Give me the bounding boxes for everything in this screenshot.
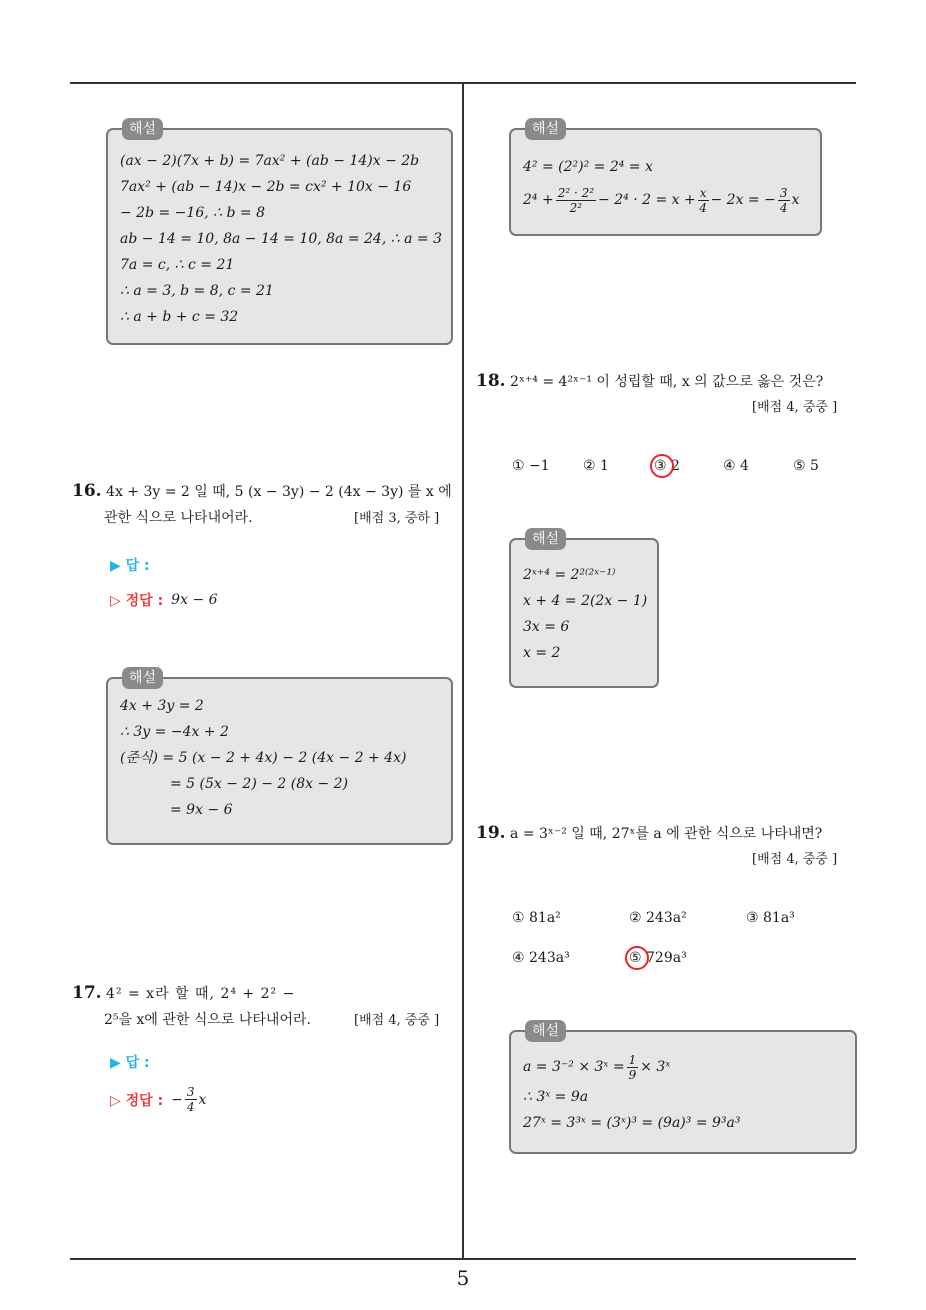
fraction-denominator: 4 bbox=[186, 1100, 195, 1114]
solution-box-19 bbox=[509, 1023, 857, 1154]
solution-line: 7a = c, ∴ c = 21 bbox=[120, 257, 235, 273]
question-18 bbox=[476, 368, 861, 395]
solution-line bbox=[523, 1050, 847, 1084]
selected-circle-mark bbox=[625, 946, 649, 970]
solution-line: = 9x − 6 bbox=[170, 802, 233, 818]
value-sign: − bbox=[171, 1091, 183, 1108]
question-meta: [배점 4, 중중 ] bbox=[752, 400, 838, 415]
question-number: 17. bbox=[72, 983, 102, 1003]
question-number: 19. bbox=[476, 823, 506, 843]
solution-line: ∴ 3y = −4x + 2 bbox=[120, 724, 229, 740]
solution-line: (준식) = 5 (x − 2 + 4x) − 2 (4x − 2 + 4x) bbox=[120, 750, 407, 766]
solution-line: ∴ a + b + c = 32 bbox=[120, 309, 239, 325]
question-17 bbox=[72, 980, 457, 1007]
choice-3[interactable]: ③ 2 bbox=[654, 458, 680, 474]
choice-2[interactable]: ② 243a² bbox=[629, 910, 687, 926]
solution-box-15 bbox=[106, 121, 453, 345]
question-19 bbox=[476, 820, 861, 847]
question-meta: [배점 4, 중중 ] bbox=[752, 852, 838, 867]
correct-answer-row bbox=[110, 590, 218, 610]
fraction-denominator: 4 bbox=[779, 200, 788, 215]
fraction-denominator: 4 bbox=[699, 200, 707, 215]
solution-line: 7ax² + (ab − 14)x − 2b = cx² + 10x − 16 bbox=[120, 179, 412, 195]
solution-line: 3x = 6 bbox=[523, 619, 570, 635]
choice-5[interactable]: ⑤ 5 bbox=[793, 458, 819, 474]
question-number: 18. bbox=[476, 371, 506, 391]
question-meta: [배점 4, 중중 ] bbox=[354, 1013, 440, 1028]
expr-fraction bbox=[778, 186, 790, 215]
selected-circle-mark bbox=[650, 454, 674, 478]
solution-line: 4x + 3y = 2 bbox=[120, 698, 204, 714]
solution-tag: 해설 bbox=[122, 667, 163, 689]
solution-line: x = 2 bbox=[523, 645, 561, 661]
expr-part: − 2⁴ · 2 = x + bbox=[598, 192, 696, 208]
solution-line: x + 4 = 2(2x − 1) bbox=[523, 593, 648, 609]
fraction-denominator: 9 bbox=[628, 1067, 637, 1082]
bottom-rule bbox=[70, 1258, 856, 1260]
choice-1[interactable]: ① −1 bbox=[512, 458, 550, 474]
question-17-line2: 2⁵을 x에 관한 식으로 나타내어라. bbox=[104, 1012, 311, 1028]
solution-line: − 2b = −16, ∴ b = 8 bbox=[120, 205, 265, 221]
question-number: 16. bbox=[72, 481, 102, 501]
correct-value: 9x − 6 bbox=[171, 592, 218, 608]
expr-fraction bbox=[556, 186, 596, 215]
solution-line: ab − 14 = 10, 8a − 14 = 10, 8a = 24, ∴ a = 3 bbox=[120, 231, 442, 247]
page-number: 5 bbox=[456, 1266, 470, 1290]
correct-value bbox=[171, 1085, 206, 1114]
solution-line: (ax − 2)(7x + b) = 7ax² + (ab − 14)x − 2b bbox=[120, 153, 420, 169]
expr-part: − 2x = − bbox=[710, 192, 776, 208]
question-16-line2: 관한 식으로 나타내어라. bbox=[104, 510, 253, 526]
solution-tag: 해설 bbox=[525, 118, 566, 140]
correct-answer-row bbox=[110, 1085, 206, 1114]
solution-line: 2ˣ⁺⁴ = 2²⁽²ˣ⁻¹⁾ bbox=[523, 567, 616, 583]
solution-tag: 해설 bbox=[525, 1020, 566, 1042]
solution-line: ∴ a = 3, b = 8, c = 21 bbox=[120, 283, 274, 299]
expr-part: × 3ˣ bbox=[640, 1059, 671, 1075]
answer-input-row[interactable] bbox=[110, 1052, 150, 1072]
solution-box-18 bbox=[509, 531, 659, 688]
answer-input-row[interactable] bbox=[110, 555, 150, 575]
answer-label: ▶ 답 : bbox=[110, 558, 150, 574]
solution-line: 27ˣ = 3³ˣ = (3ˣ)³ = (9a)³ = 9³a³ bbox=[523, 1115, 741, 1131]
expr-part: 2⁴ + bbox=[523, 192, 554, 208]
fraction-numerator: 3 bbox=[186, 1085, 195, 1099]
question-meta: [배점 3, 중하 ] bbox=[354, 511, 440, 526]
solution-tag: 해설 bbox=[122, 118, 163, 140]
column-divider bbox=[462, 84, 464, 1259]
choice-3[interactable]: ③ 81a³ bbox=[746, 910, 795, 926]
question-text: a = 3ˣ⁻² 일 때, 27ˣ를 a 에 관한 식으로 나타내면? bbox=[510, 826, 823, 842]
choice-1[interactable]: ① 81a² bbox=[512, 910, 561, 926]
question-text: 2ˣ⁺⁴ = 4²ˣ⁻¹ 이 성립할 때, x 의 값으로 옳은 것은? bbox=[510, 374, 824, 390]
value-variable: x bbox=[198, 1091, 207, 1108]
solution-line: ∴ 3ˣ = 9a bbox=[523, 1089, 589, 1105]
fraction-denominator: 2² bbox=[569, 200, 583, 215]
solution-line: = 5 (5x − 2) − 2 (8x − 2) bbox=[170, 776, 349, 792]
choice-5[interactable]: ⑤ 729a³ bbox=[629, 950, 687, 966]
question-text: 4² = x라 할 때, 2⁴ + 2² − bbox=[106, 986, 296, 1002]
expr-fraction bbox=[627, 1053, 639, 1082]
solution-line: 4² = (2²)² = 2⁴ = x bbox=[523, 159, 653, 175]
solution-tag: 해설 bbox=[525, 528, 566, 550]
solution-line bbox=[523, 180, 812, 220]
expr-part: x bbox=[791, 192, 800, 208]
fraction-numerator: 2² · 2² bbox=[557, 185, 595, 200]
choice-4[interactable]: ④ 243a³ bbox=[512, 950, 570, 966]
fraction-numerator: 3 bbox=[779, 185, 788, 200]
solution-box-16 bbox=[106, 670, 453, 845]
fraction-numerator: 1 bbox=[628, 1052, 637, 1067]
expr-part: a = 3⁻² × 3ˣ = bbox=[523, 1059, 625, 1075]
fraction-numerator: x bbox=[699, 185, 707, 200]
value-fraction bbox=[185, 1085, 197, 1114]
solution-box-17 bbox=[509, 121, 822, 236]
question-16 bbox=[72, 478, 457, 505]
question-text: 4x + 3y = 2 일 때, 5 (x − 3y) − 2 (4x − 3y) 를 x 에 bbox=[106, 484, 452, 500]
expr-fraction bbox=[698, 186, 709, 215]
correct-label: ▷ 정답 : bbox=[110, 593, 164, 609]
answer-label: ▶ 답 : bbox=[110, 1055, 150, 1071]
choice-2[interactable]: ② 1 bbox=[583, 458, 609, 474]
correct-label: ▷ 정답 : bbox=[110, 1092, 164, 1109]
choice-4[interactable]: ④ 4 bbox=[723, 458, 749, 474]
